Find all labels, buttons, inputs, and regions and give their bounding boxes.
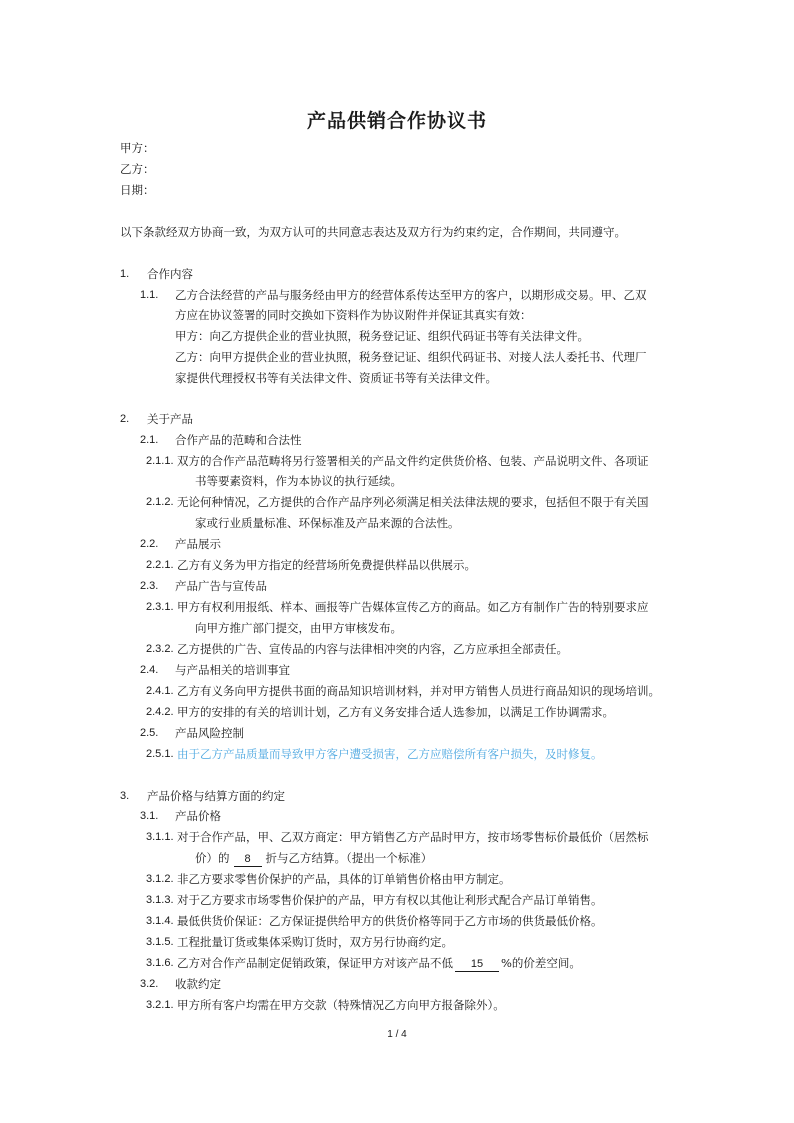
party-b-label: 乙方：	[120, 162, 155, 176]
clause-1-1-number: 1.1.	[140, 289, 159, 301]
clause-3-1-5-number: 3.1.5.	[146, 936, 174, 948]
clause-2-4-1-number: 2.4.1.	[146, 685, 174, 697]
page-number: 1 / 4	[387, 1029, 407, 1040]
section-1-title: 合作内容	[147, 267, 193, 281]
clause-2-3-1-number: 2.3.1.	[146, 601, 174, 613]
clause-2-3-2-number: 2.3.2.	[146, 643, 174, 655]
section-3-number: 3.	[120, 790, 130, 802]
section-3-title: 产品价格与结算方面的约定	[147, 789, 285, 803]
clause-2-4-number: 2.4.	[140, 664, 159, 676]
clause-2-1-1-line-2: 书等要素资料，作为本协议的执行延续。	[195, 474, 402, 488]
section-2-number: 2.	[120, 413, 130, 425]
clause-3-1-6-prefix: 乙方对合作产品制定促销政策，保证甲方对该产品不低	[177, 956, 453, 970]
discount-value: 8	[234, 852, 262, 867]
clause-3-1-5-line-1: 工程批量订货或集体采购订货时，双方另行协商约定。	[177, 935, 453, 949]
clause-3-1-3-line-1: 对于乙方要求市场零售价保护的产品，甲方有权以其他让利形式配合产品订单销售。	[177, 893, 603, 907]
clause-1-1-line-3: 甲方：向乙方提供企业的营业执照，税务登记证、组织代码证书等有关法律文件。	[175, 329, 589, 343]
clause-2-4-1-line-1: 乙方有义务向甲方提供书面的商品知识培训材料，并对甲方销售人员进行商品知识的现场培训。	[177, 684, 660, 698]
party-a-label: 甲方：	[120, 141, 155, 155]
clause-2-1-number: 2.1.	[140, 434, 159, 446]
clause-3-1-6-number: 3.1.6.	[146, 957, 174, 969]
clause-2-2-1-number: 2.2.1.	[146, 559, 174, 571]
clause-3-1-title: 产品价格	[175, 809, 221, 823]
clause-3-1-number: 3.1.	[140, 810, 159, 822]
clause-3-1-1-line-1: 对于合作产品，甲、乙双方商定：甲方销售乙方产品时甲方，按市场零售标价最低价（居然标	[177, 830, 649, 844]
clause-2-4-2-line-1: 甲方的安排的有关的培训计划，乙方有义务安排合适人选参加，以满足工作协调需求。	[177, 705, 614, 719]
clause-1-1-line-1: 乙方合法经营的产品与服务经由甲方的经营体系传达至甲方的客户，以期形成交易。甲、乙双	[175, 288, 647, 302]
clause-3-1-4-line-1: 最低供货价保证：乙方保证提供给甲方的供货价格等同于乙方市场的供货最低价格。	[177, 914, 603, 928]
clause-3-1-3-number: 3.1.3.	[146, 894, 174, 906]
clause-2-4-2-number: 2.4.2.	[146, 706, 174, 718]
clause-3-2-number: 3.2.	[140, 978, 159, 990]
clause-3-1-1-line-2-prefix: 价）的	[195, 851, 230, 865]
clause-3-1-2-number: 3.1.2.	[146, 873, 174, 885]
clause-2-2-1-line-1: 乙方有义务为甲方指定的经营场所免费提供样品以供展示。	[177, 558, 476, 572]
clause-3-2-1-line-1: 甲方所有客户均需在甲方交款（特殊情况乙方向甲方报备除外）。	[177, 998, 505, 1012]
clause-2-3-2-line-1: 乙方提供的广告、宣传品的内容与法律相冲突的内容，乙方应承担全部责任。	[177, 642, 568, 656]
clause-2-3-title: 产品广告与宣传品	[175, 579, 267, 593]
clause-3-1-2-line-1: 非乙方要求零售价保护的产品，具体的订单销售价格由甲方制定。	[177, 872, 511, 886]
clause-2-5-1-number: 2.5.1.	[146, 748, 174, 760]
clause-2-1-1-line-1: 双方的合作产品范畴将另行签署相关的产品文件约定供货价格、包装、产品说明文件、各项证	[177, 454, 649, 468]
intro-paragraph: 以下条款经双方协商一致，为双方认可的共同意志表达及双方行为约束约定，合作期间，共同遵守。	[120, 225, 626, 239]
clause-2-3-1-line-1: 甲方有权利用报纸、样本、画报等广告媒体宣传乙方的商品。如乙方有制作广告的特别要求应	[177, 600, 649, 614]
clause-3-1-1-line-2-suffix: 折与乙方结算。（提出一个标准）	[265, 851, 433, 865]
clause-3-1-6-line-1	[177, 955, 581, 972]
clause-2-1-2-number: 2.1.2.	[146, 496, 174, 508]
clause-1-1-line-5: 家提供代理授权书等有关法律文件、资质证书等有关法律文件。	[175, 371, 497, 385]
section-2-title: 关于产品	[147, 412, 193, 426]
clause-2-1-title: 合作产品的范畴和合法性	[175, 433, 302, 447]
clause-2-5-1-line-1: 由于乙方产品质量而导致甲方客户遭受损害，乙方应赔偿所有客户损失，及时修复。	[177, 747, 603, 761]
clause-2-1-2-line-1: 无论何种情况，乙方提供的合作产品序列必须满足相关法律法规的要求，包括但不限于有关国	[177, 495, 649, 509]
clause-3-1-1-line-2	[195, 850, 432, 867]
clause-2-4-title: 与产品相关的培训事宜	[175, 663, 290, 677]
price-margin-value: 15	[455, 957, 499, 972]
clause-3-1-1-number: 3.1.1.	[146, 831, 174, 843]
clause-1-1-line-4: 乙方：向甲方提供企业的营业执照，税务登记证、组织代码证书、对接人法人委托书、代理厂	[175, 350, 647, 364]
clause-2-1-1-number: 2.1.1.	[146, 455, 174, 467]
clause-1-1-line-2: 方应在协议签署的同时交换如下资料作为协议附件并保证其真实有效：	[175, 308, 532, 322]
clause-2-3-number: 2.3.	[140, 580, 159, 592]
document-title: 产品供销合作协议书	[306, 110, 487, 132]
clause-2-3-1-line-2: 向甲方推广部门提交，由甲方审核发布。	[195, 621, 402, 635]
clause-3-1-6-suffix: %的价差空间。	[501, 956, 581, 970]
clause-3-1-4-number: 3.1.4.	[146, 915, 174, 927]
clause-2-1-2-line-2: 家或行业质量标准、环保标准及产品来源的合法性。	[195, 516, 460, 530]
clause-3-2-title: 收款约定	[175, 977, 221, 991]
clause-2-5-number: 2.5.	[140, 727, 159, 739]
section-1-number: 1.	[120, 268, 130, 280]
clause-2-5-title: 产品风险控制	[175, 726, 244, 740]
clause-2-2-title: 产品展示	[175, 537, 221, 551]
date-label: 日期：	[120, 183, 155, 197]
clause-2-2-number: 2.2.	[140, 538, 159, 550]
clause-3-2-1-number: 3.2.1.	[146, 999, 174, 1011]
